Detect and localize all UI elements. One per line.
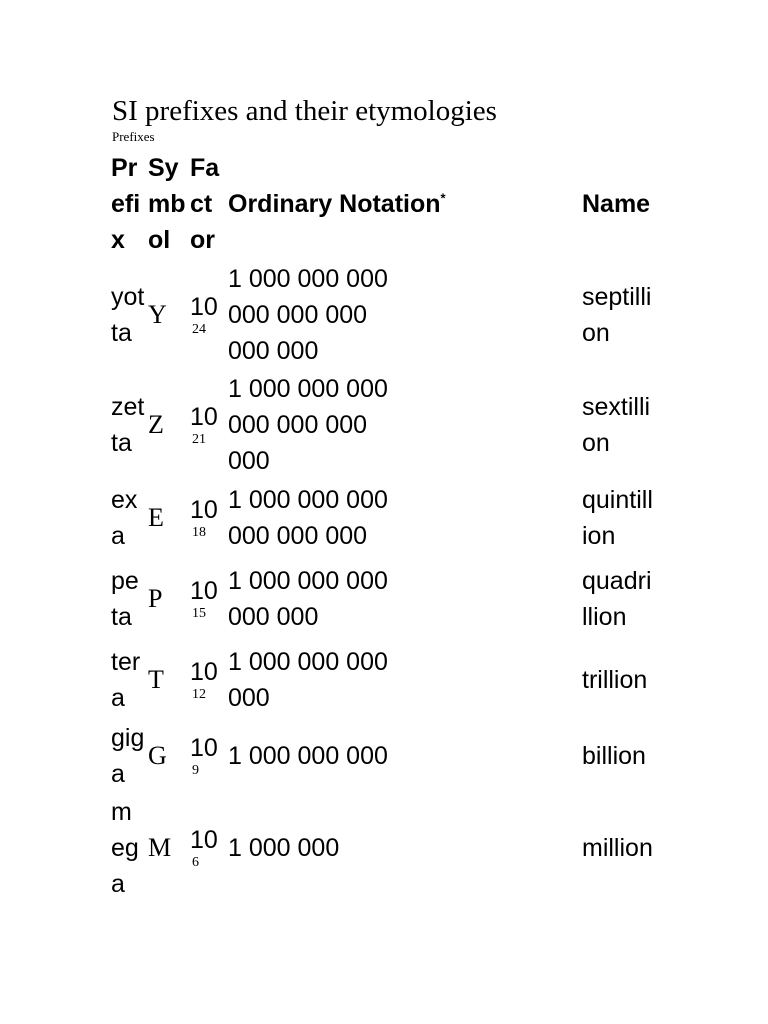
factor-base: 10: [190, 403, 218, 431]
notation-cell: [225, 794, 579, 902]
table-row: [108, 794, 656, 902]
factor-cell: [187, 556, 225, 642]
factor-base: 10: [190, 577, 218, 605]
header-symbol: Symbol: [148, 154, 186, 254]
table-row: [108, 556, 656, 642]
factor-exponent: 18: [192, 525, 206, 540]
factor-cell: [187, 480, 225, 556]
table-row: [108, 718, 656, 794]
notation-cell: [225, 718, 579, 794]
prefix-cell: peta: [111, 567, 139, 631]
factor-exponent: 24: [192, 322, 206, 337]
table-row: [108, 642, 656, 718]
notation-text: 1 000 000 000: [228, 742, 388, 770]
factor-exponent: 12: [192, 687, 206, 702]
symbol-cell: T: [148, 665, 164, 694]
factor-base: 10: [190, 496, 218, 524]
factor-exponent: 9: [192, 763, 199, 778]
name-cell: quadrillion: [582, 567, 652, 631]
table-row: [108, 480, 656, 556]
header-factor: Factor: [190, 154, 220, 254]
header-notation: [225, 148, 579, 260]
notation-text: 1 000 000 000 000 000 000 000: [228, 375, 388, 475]
notation-text: 1 000 000 000 000 000: [228, 567, 388, 631]
factor-cell: [187, 370, 225, 480]
factor-base: 10: [190, 826, 218, 854]
table-caption: Prefixes: [112, 129, 155, 144]
factor-base: 10: [190, 734, 218, 762]
notation-text: 1 000 000: [228, 834, 340, 862]
prefix-cell: mega: [111, 798, 139, 898]
name-cell: septillion: [582, 283, 652, 347]
symbol-cell: Y: [148, 300, 167, 329]
notation-cell: [225, 260, 579, 370]
name-cell: billion: [582, 742, 646, 770]
notation-text: 1 000 000 000 000: [228, 648, 388, 712]
header-prefix: Prefix: [111, 154, 141, 254]
symbol-cell: P: [148, 584, 163, 613]
prefix-cell: giga: [111, 724, 145, 788]
header-notation-label: Ordinary Notation: [228, 190, 441, 218]
factor-exponent: 15: [192, 606, 206, 621]
factor-exponent: 21: [192, 432, 206, 447]
notation-cell: [225, 370, 579, 480]
prefix-cell: yotta: [111, 283, 145, 347]
name-cell: million: [582, 834, 653, 862]
symbol-cell: Z: [148, 410, 164, 439]
factor-exponent: 6: [192, 855, 199, 870]
notation-cell: [225, 556, 579, 642]
notation-cell: [225, 642, 579, 718]
header-notation-footnote-mark: *: [440, 190, 446, 206]
symbol-cell: E: [148, 503, 164, 532]
symbol-cell: M: [148, 833, 172, 862]
si-prefix-table: [108, 148, 656, 902]
name-cell: sextillion: [582, 393, 651, 457]
notation-text: 1 000 000 000 000 000 000: [228, 486, 388, 550]
factor-cell: [187, 718, 225, 794]
prefix-cell: exa: [111, 486, 138, 550]
notation-cell: [225, 480, 579, 556]
table-row: [108, 370, 656, 480]
symbol-cell: G: [148, 741, 167, 770]
prefix-cell: zetta: [111, 393, 145, 457]
factor-cell: [187, 794, 225, 902]
page-title: SI prefixes and their etymologies: [112, 95, 497, 127]
factor-cell: [187, 260, 225, 370]
name-cell: trillion: [582, 666, 648, 694]
factor-base: 10: [190, 658, 218, 686]
document-page: [108, 92, 668, 902]
table-header-row: [108, 148, 656, 260]
name-cell: quintillion: [582, 486, 653, 550]
table-row: [108, 260, 656, 370]
factor-base: 10: [190, 293, 218, 321]
notation-text: 1 000 000 000 000 000 000 000 000: [228, 265, 388, 365]
header-name: Name: [582, 190, 651, 218]
factor-cell: [187, 642, 225, 718]
prefix-cell: tera: [111, 648, 141, 712]
